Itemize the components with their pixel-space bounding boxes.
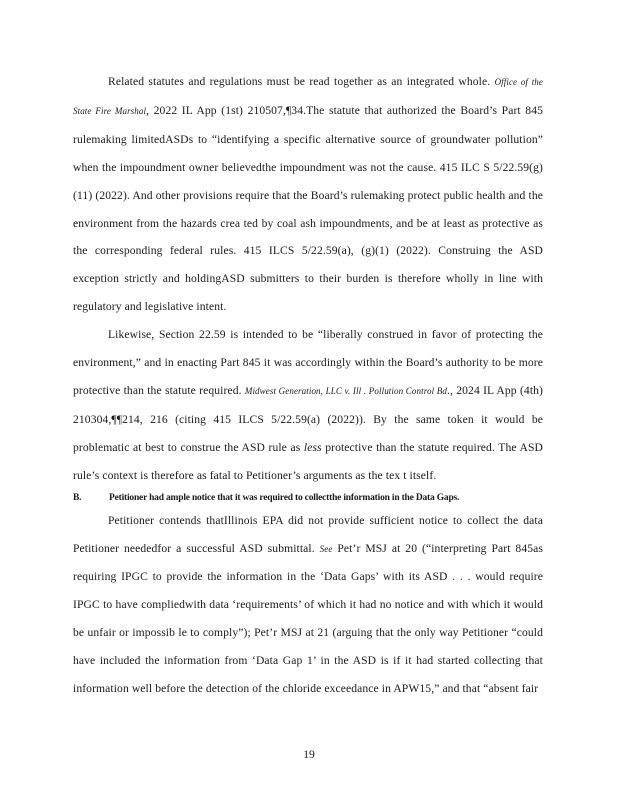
text-segment: Likewise, Section 22.59 is intended to be “liberally construed in favor of protecting the environment,” and in enacting Part 845 it was accordingly within the Board’s authority to be more protective than the statute required. — [73, 328, 543, 397]
signal-italic: See — [319, 543, 333, 554]
text-segment: Petitioner contends thatIllinois EPA did not provide sufficient notice to collect the data Petitioner neededfor a successful ASD submittal. — [73, 513, 543, 555]
case-citation-italic: Midwest Generation, LLC v. Ill . Pollution Control Bd — [244, 385, 447, 396]
case-citation-italic: Office of the State Fire Marshal — [73, 77, 543, 116]
text-segment: Pet’r MSJ at 20 (“interpreting Part 845as requiring IPGC to provide the information in the ‘Data Gaps’ with its ASD . . . would require IPGC to have compliedwith data ‘requirements’ of which it had no notice and with which it would be unfair or impossib le to comply”); Pet’r MSJ at 21 (arguing that the only way Petitioner “could have included the information from ‘Data Gap 1’ in the ASD is if it had started collecting that information well before the detection of the chloride exceedance in APW15,” and that “absent fair — [73, 541, 543, 696]
section-heading — [73, 492, 543, 505]
paragraph-2 — [73, 321, 543, 489]
body-text — [73, 68, 543, 703]
text-segment: protective than the statute required. The ASD rule’s context is therefore as fatal to Petitioner’s arguments as the tex t itself. — [73, 440, 543, 482]
section-letter: B. — [73, 492, 82, 503]
emphasis-italic: less — [303, 440, 322, 454]
text-segment: , 2022 IL App (1st) 210507,¶34.The statute that authorized the Board’s Part 845 rulemaking limitedASDs to “identifying a specific alternative source of groundwater pollution” when the impoundment owner believedthe impoundment was not the cause. 415 ILC S 5/22.59(g)(11) (2022). And other provisions require that the Board’s rulemaking protect public health and the environment from the hazards crea ted by coal ash impoundments, and be at least as protective as the corresponding federal rules. 415 ILCS 5/22.59(a), (g)(1) (2022). Construing the ASD exception strictly and holdingASD submitters to their burden is therefore wholly in line with regulatory and legislative intent. — [73, 103, 543, 314]
text-segment: ., 2024 IL App (4th) 210304,¶¶214, 216 (citing 415 ILCS 5/22.59(a) (2022)). By the same token it would be problematic at best to construe the ASD rule as — [73, 383, 543, 454]
section-heading-text: Petitioner had ample notice that it was required to collectthe information in the Data Gaps. — [109, 492, 460, 503]
text-segment: Related statutes and regulations must be read together as an integrated whole. — [108, 75, 495, 88]
paragraph-3 — [73, 507, 543, 703]
page-number: 19 — [303, 748, 315, 761]
paragraph-1 — [73, 68, 543, 321]
